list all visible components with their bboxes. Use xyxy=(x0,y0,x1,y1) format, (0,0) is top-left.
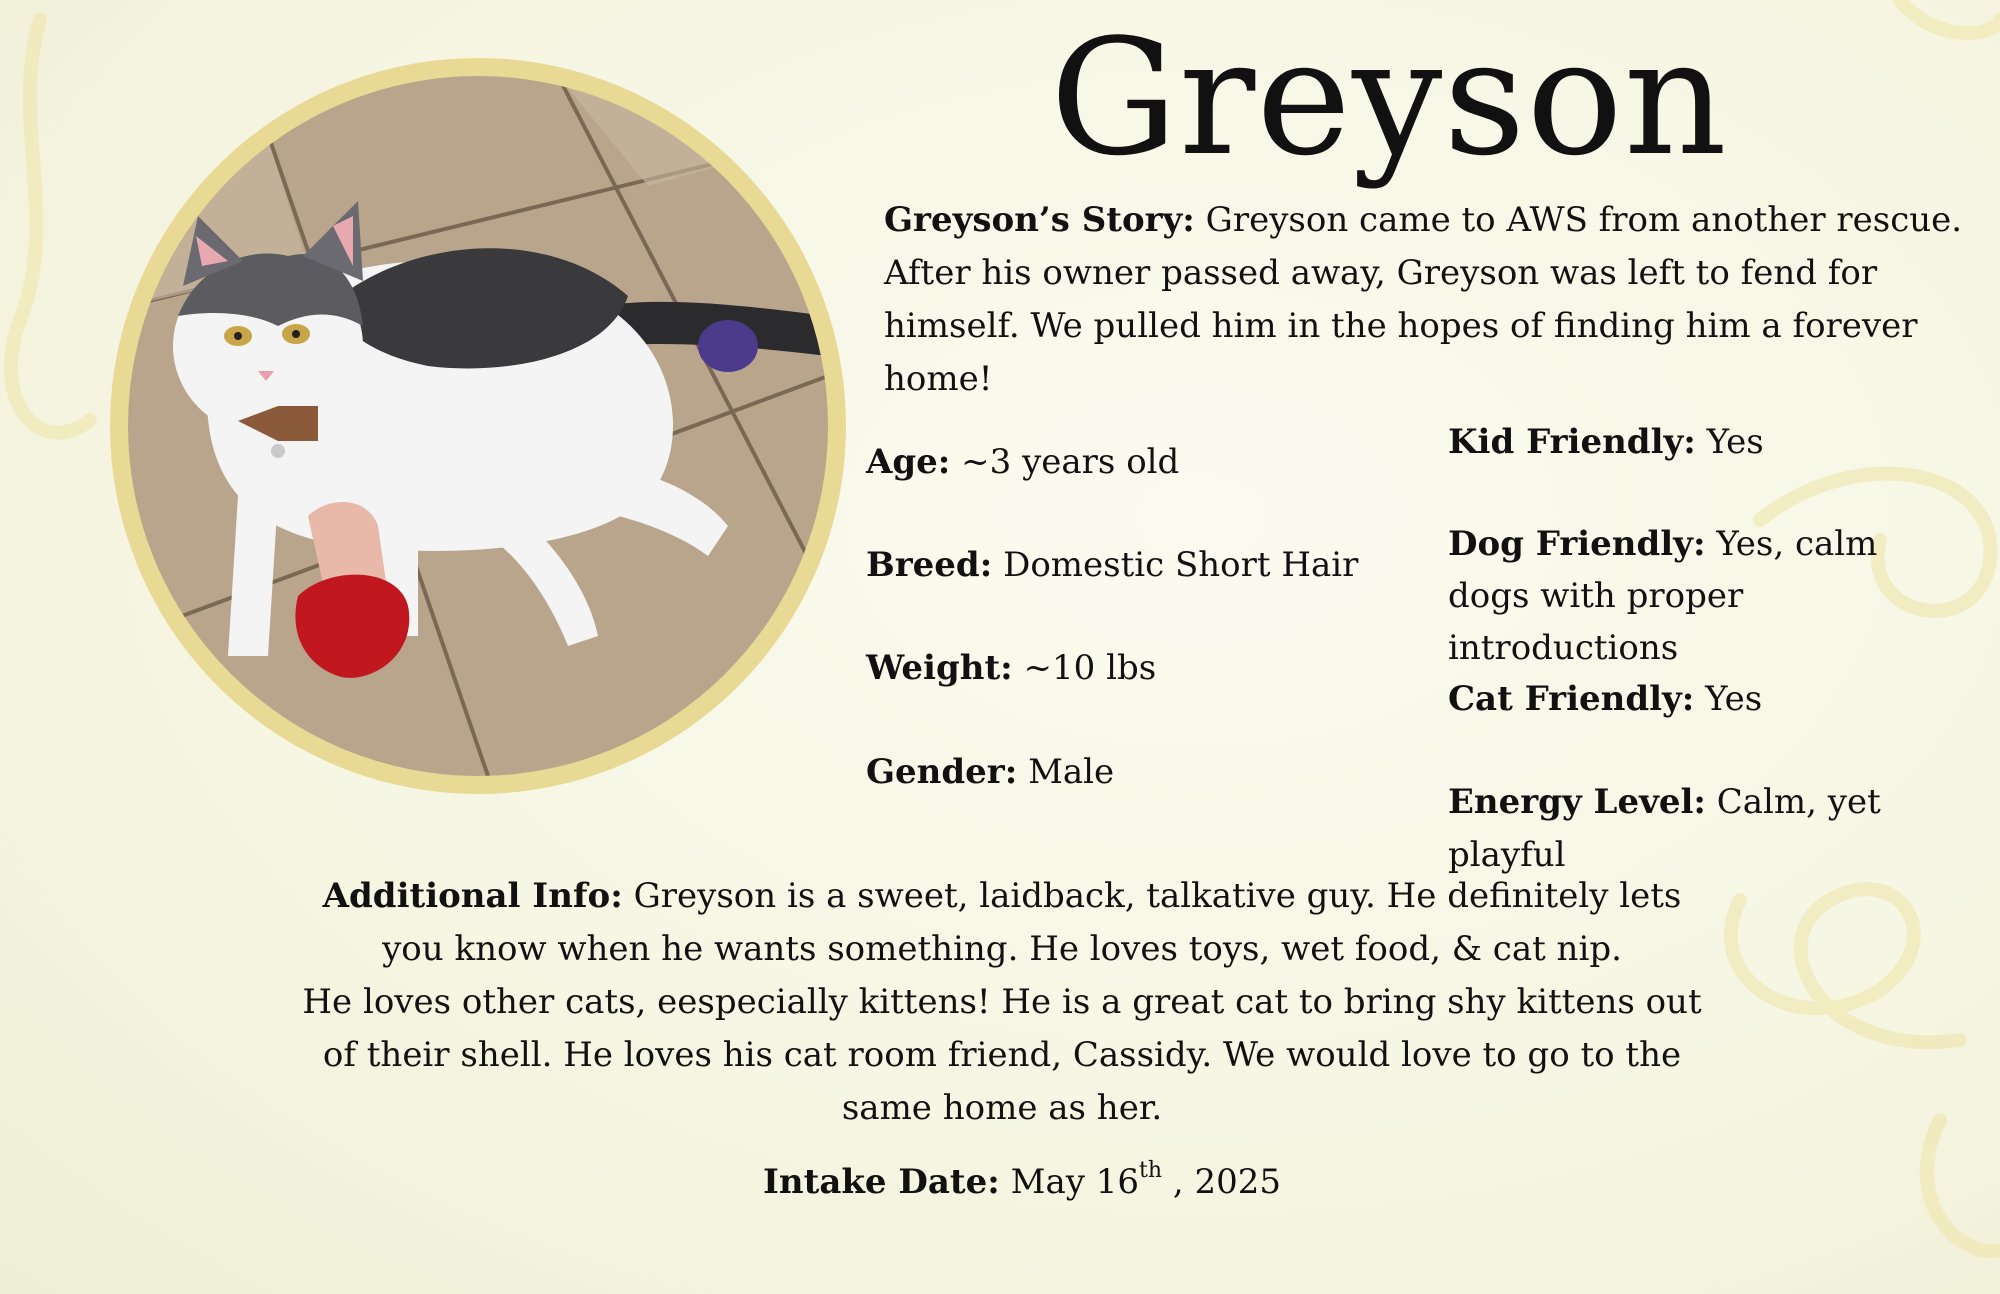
gender-value: Male xyxy=(1028,752,1115,792)
story-label: Greyson’s Story: xyxy=(884,200,1195,240)
breed-label: Breed: xyxy=(866,545,993,585)
intake-date-suffix: th xyxy=(1139,1158,1163,1183)
intake-date-year: , 2025 xyxy=(1162,1162,1281,1202)
cat-friendly-label: Cat Friendly: xyxy=(1448,679,1695,719)
intake-date-field xyxy=(0,1156,2000,1209)
additional-info-text-2: He loves other cats, eespecially kittens! He is a great cat to bring shy kittens out of their shell. He loves his cat room friend, Cassidy. We would love to go to the same home as her. xyxy=(302,982,1702,1128)
story-text: Greyson came to AWS from another rescue. After his owner passed away, Greyson was left to fend for himself. We pulled him in the hopes of finding him a forever home! xyxy=(884,200,1963,399)
pet-name-title: Greyson xyxy=(1050,4,1728,191)
breed-value: Domestic Short Hair xyxy=(1003,545,1359,585)
cat-friendly-value: Yes xyxy=(1705,679,1763,719)
weight-label: Weight: xyxy=(866,648,1013,688)
cat-friendly-field xyxy=(1448,673,1762,726)
story-paragraph xyxy=(884,194,1964,406)
photo-frame xyxy=(110,58,846,794)
dog-friendly-field xyxy=(1448,518,1968,674)
age-label: Age: xyxy=(866,442,951,482)
cat-photo-illustration xyxy=(128,76,828,776)
energy-level-value: Calm, yet playful xyxy=(1448,782,1881,875)
kid-friendly-value: Yes xyxy=(1706,422,1764,462)
intake-date-label: Intake Date: xyxy=(763,1162,1000,1202)
additional-info-text-1: Greyson is a sweet, laidback, talkative guy. He definitely lets you know when he wants something. He loves toys, wet food, & cat nip. xyxy=(382,876,1682,969)
kid-friendly-label: Kid Friendly: xyxy=(1448,422,1696,462)
weight-field xyxy=(866,642,1156,695)
energy-level-label: Energy Level: xyxy=(1448,782,1706,822)
weight-value: ~10 lbs xyxy=(1023,648,1157,688)
additional-info-paragraph xyxy=(292,870,1712,1135)
gender-label: Gender: xyxy=(866,752,1018,792)
age-value: ~3 years old xyxy=(961,442,1180,482)
energy-level-field xyxy=(1448,776,2000,882)
breed-field xyxy=(866,539,1358,592)
gender-field xyxy=(866,746,1114,799)
dog-friendly-label: Dog Friendly: xyxy=(1448,524,1706,564)
intake-date-month-day: May 16 xyxy=(1010,1162,1139,1202)
additional-info-label: Additional Info: xyxy=(322,876,623,916)
dog-friendly-value: Yes, calm dogs with proper introductions xyxy=(1448,524,1878,668)
kid-friendly-field xyxy=(1448,416,1764,469)
cat-photo xyxy=(128,76,828,776)
age-field xyxy=(866,436,1179,489)
